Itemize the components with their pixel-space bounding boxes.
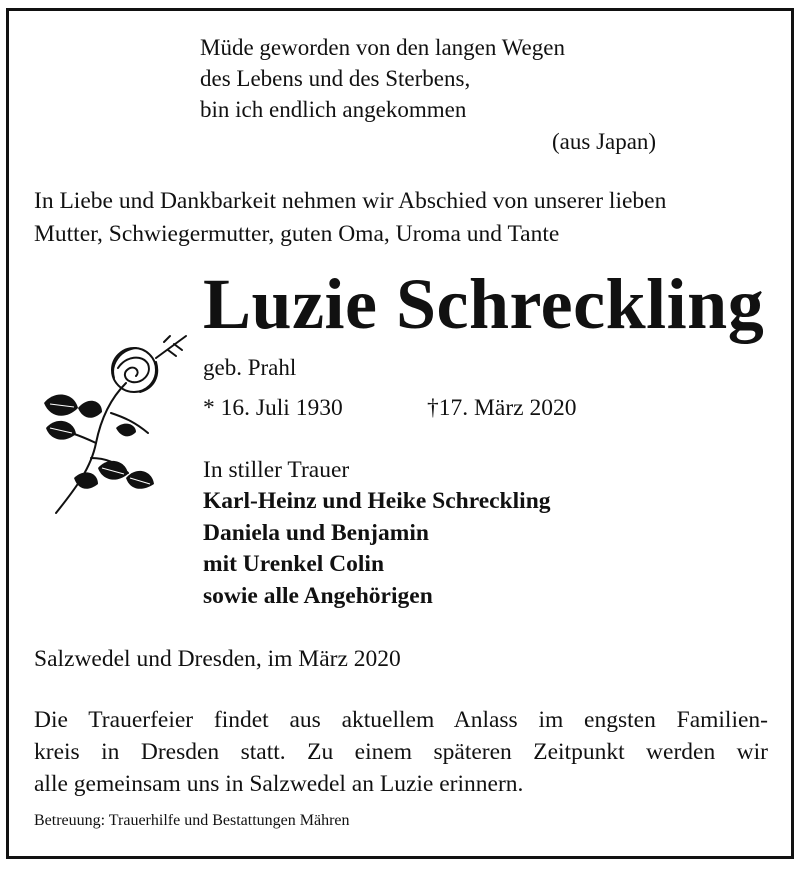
notice-line-2: kreis in Dresden statt. Zu einem späteren Zeitpunkt werden wir [34, 739, 768, 765]
death-date: †17. März 2020 [427, 395, 577, 421]
mourner-name: Karl-Heinz und Heike Schreckling [203, 488, 551, 514]
birth-date: * 16. Juli 1930 [203, 395, 343, 421]
rose-icon [36, 328, 191, 518]
mourners-intro: In stiller Trauer [203, 457, 350, 483]
intro-line-2: Mutter, Schwiegermutter, guten Oma, Uroma und Tante [34, 221, 560, 247]
place-date: Salzwedel und Dresden, im März 2020 [34, 646, 401, 672]
deceased-name: Luzie Schreckling [203, 264, 765, 344]
mourner-name: Daniela und Benjamin [203, 520, 429, 546]
intro-line-1: In Liebe und Dankbarkeit nehmen wir Abschied von unserer lieben [34, 188, 667, 214]
birth-name: geb. Prahl [203, 355, 297, 380]
poem-line-1: Müde geworden von den langen Wegen [200, 35, 565, 60]
poem-source: (aus Japan) [552, 129, 657, 154]
poem-line-2: des Lebens und des Sterbens, [200, 66, 471, 91]
notice-line-3: alle gemeinsam uns in Salzwedel an Luzie erinnern. [34, 771, 524, 797]
mourner-name: mit Urenkel Colin [203, 551, 385, 577]
footer-credit: Betreuung: Trauerhilfe und Bestattungen Mähren [34, 812, 350, 829]
poem-line-3: bin ich endlich angekommen [200, 97, 467, 122]
notice-line-1: Die Trauerfeier findet aus aktuellem Anlass im engsten Familien- [34, 707, 768, 733]
mourner-name: sowie alle Angehörigen [203, 583, 433, 609]
